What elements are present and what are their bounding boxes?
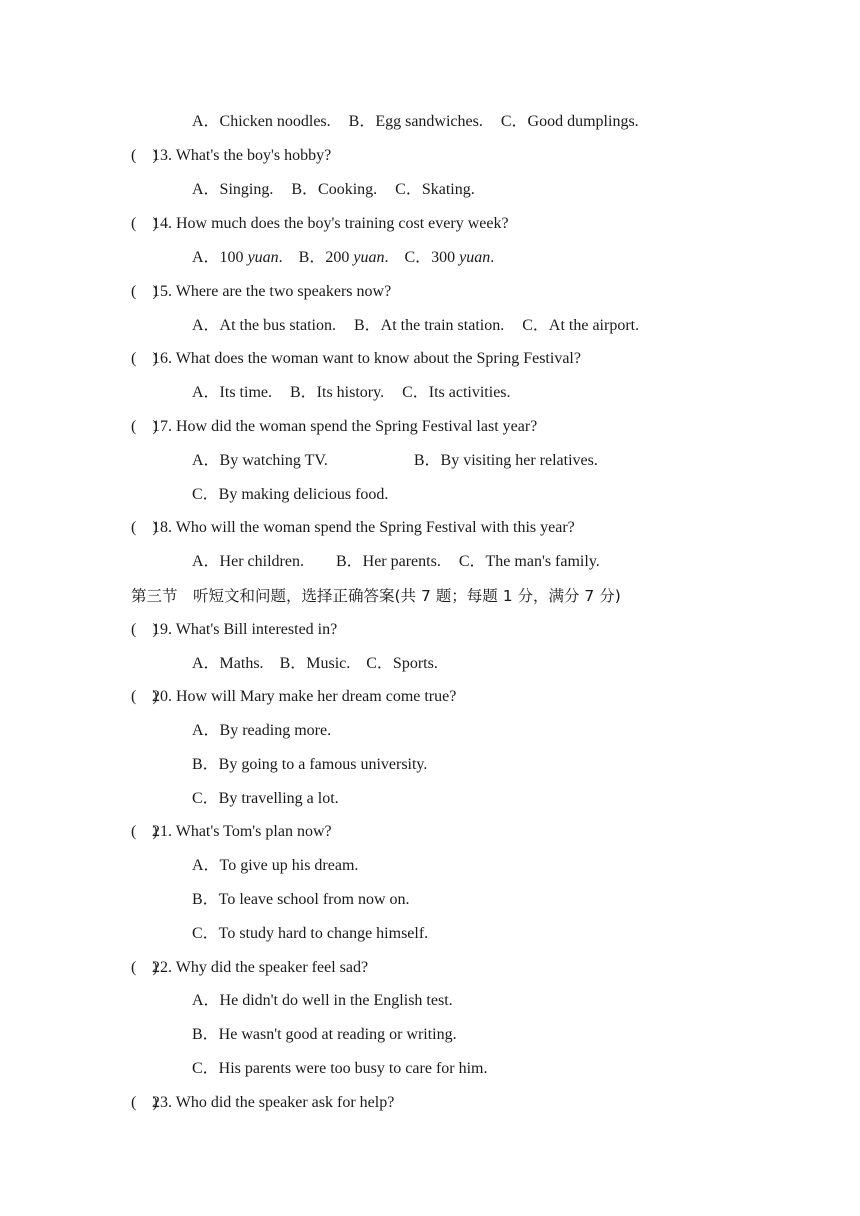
- option-c: C．Skating.: [395, 181, 475, 198]
- options-row: [192, 552, 600, 572]
- option-b: B．To leave school from now on.: [192, 891, 410, 908]
- options-row: [192, 654, 438, 674]
- answer-blank: ( ): [131, 688, 158, 705]
- question-21: [131, 822, 332, 842]
- option-a: A．Maths.: [192, 655, 264, 672]
- option-c: C．Good dumplings.: [500, 113, 639, 130]
- option-c: C．Its activities.: [402, 384, 511, 401]
- question-16: [131, 349, 581, 369]
- question-23: [131, 1093, 394, 1113]
- answer-blank: ( ): [131, 519, 158, 536]
- section-heading: 第三节 听短文和问题，选择正确答案(共 7 题；每题 1 分，满分 7 分): [131, 587, 621, 605]
- option-a: A．At the bus station.: [192, 317, 336, 334]
- question-17: [131, 417, 537, 437]
- option-c: C．By making delicious food.: [192, 486, 389, 503]
- answer-blank: ( ): [131, 147, 158, 164]
- question-text: 23. Who did the speaker ask for help?: [152, 1094, 395, 1111]
- answer-blank: ( ): [131, 1094, 158, 1111]
- option-a: A．Her children.: [192, 553, 304, 570]
- options-row: [192, 112, 639, 132]
- question-20: [131, 687, 456, 707]
- answer-blank: ( ): [131, 350, 158, 367]
- option-a: A．100 yuan.: [192, 249, 283, 266]
- options-row: [192, 180, 475, 200]
- question-text: 16. What does the woman want to know about the Spring Festival?: [152, 350, 581, 367]
- answer-blank: ( ): [131, 823, 158, 840]
- options-row: [192, 248, 494, 268]
- option-c: C．Sports.: [366, 655, 438, 672]
- question-18: [131, 518, 575, 538]
- question-text: 22. Why did the speaker feel sad?: [152, 959, 369, 976]
- answer-blank: ( ): [131, 959, 158, 976]
- option-b: B．Its history.: [290, 384, 385, 401]
- question-text: 15. Where are the two speakers now?: [152, 283, 392, 300]
- question-22: [131, 958, 368, 978]
- question-text: 14. How much does the boy's training cost every week?: [152, 215, 509, 232]
- question-text: 17. How did the woman spend the Spring Festival last year?: [152, 418, 538, 435]
- question-13: [131, 146, 331, 166]
- option-c: C．300 yuan.: [404, 249, 495, 266]
- option-c: C．To study hard to change himself.: [192, 925, 429, 942]
- option-a: A．Singing.: [192, 181, 274, 198]
- option-b: B．He wasn't good at reading or writing.: [192, 1026, 457, 1043]
- question-14: [131, 214, 509, 234]
- option-b: B．At the train station.: [354, 317, 505, 334]
- answer-blank: ( ): [131, 215, 158, 232]
- answer-blank: ( ): [131, 418, 158, 435]
- question-text: 21. What's Tom's plan now?: [152, 823, 332, 840]
- option-a: A．By reading more.: [192, 722, 332, 739]
- option-b: B．By going to a famous university.: [192, 756, 428, 773]
- option-c: C．At the airport.: [522, 317, 640, 334]
- option-b: B．Cooking.: [291, 181, 378, 198]
- option-b: B．By visiting her relatives.: [413, 452, 598, 469]
- answer-blank: ( ): [131, 621, 158, 638]
- question-text: 19. What's Bill interested in?: [152, 621, 338, 638]
- options-row: [192, 485, 388, 505]
- option-a: A．To give up his dream.: [192, 857, 359, 874]
- options-row: [192, 316, 639, 336]
- question-text: 13. What's the boy's hobby?: [152, 147, 332, 164]
- option-c: C．By travelling a lot.: [192, 790, 339, 807]
- option-b: B．200 yuan.: [298, 249, 389, 266]
- option-c: C．The man's family.: [458, 553, 600, 570]
- option-a: A．He didn't do well in the English test.: [192, 992, 453, 1009]
- question-15: [131, 282, 391, 302]
- options-row: [192, 383, 511, 403]
- option-a: A．Its time.: [192, 384, 272, 401]
- question-text: 20. How will Mary make her dream come true?: [152, 688, 457, 705]
- option-b: B．Music.: [279, 655, 351, 672]
- option-b: B．Egg sandwiches.: [348, 113, 483, 130]
- answer-blank: ( ): [131, 283, 158, 300]
- option-a: A．Chicken noodles.: [192, 113, 331, 130]
- options-row: [192, 451, 598, 471]
- question-19: [131, 620, 337, 640]
- option-b: B．Her parents.: [335, 553, 441, 570]
- option-c: C．His parents were too busy to care for him.: [192, 1060, 488, 1077]
- option-a: A．By watching TV.: [192, 452, 328, 469]
- question-text: 18. Who will the woman spend the Spring Festival with this year?: [152, 519, 575, 536]
